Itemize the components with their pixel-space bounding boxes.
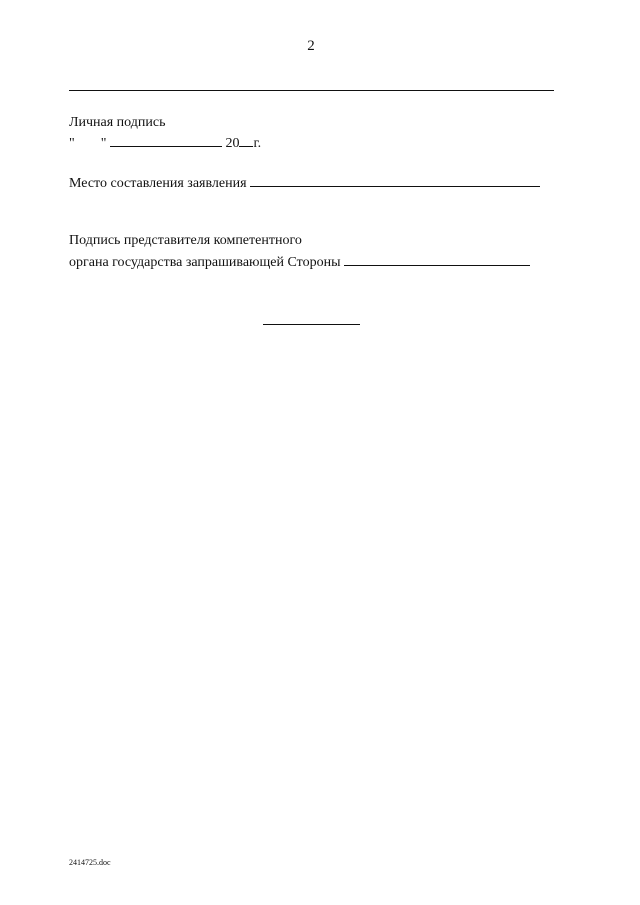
- year-blank: [239, 134, 253, 147]
- top-separator-line: [69, 90, 554, 91]
- date-line: [69, 134, 261, 152]
- year-suffix: г.: [253, 136, 262, 151]
- place-label: Место составления заявления: [69, 176, 247, 191]
- personal-signature-label: Личная подпись: [69, 115, 166, 130]
- representative-line-2-text: органа государства запрашивающей Стороны: [69, 255, 341, 270]
- page-number: 2: [307, 38, 315, 54]
- footer-filename: 2414725.doc: [69, 858, 111, 867]
- month-blank: [110, 134, 222, 147]
- year-prefix: 20: [225, 136, 240, 151]
- representative-line-1: Подпись представителя компетентного: [69, 233, 302, 248]
- end-separator-line: [263, 324, 360, 325]
- place-line: [69, 174, 540, 192]
- representative-signature-blank: [344, 253, 530, 266]
- place-blank: [250, 174, 540, 187]
- representative-line-2: [69, 253, 530, 271]
- date-close-quote: ": [100, 136, 107, 151]
- date-open-quote: ": [69, 136, 75, 151]
